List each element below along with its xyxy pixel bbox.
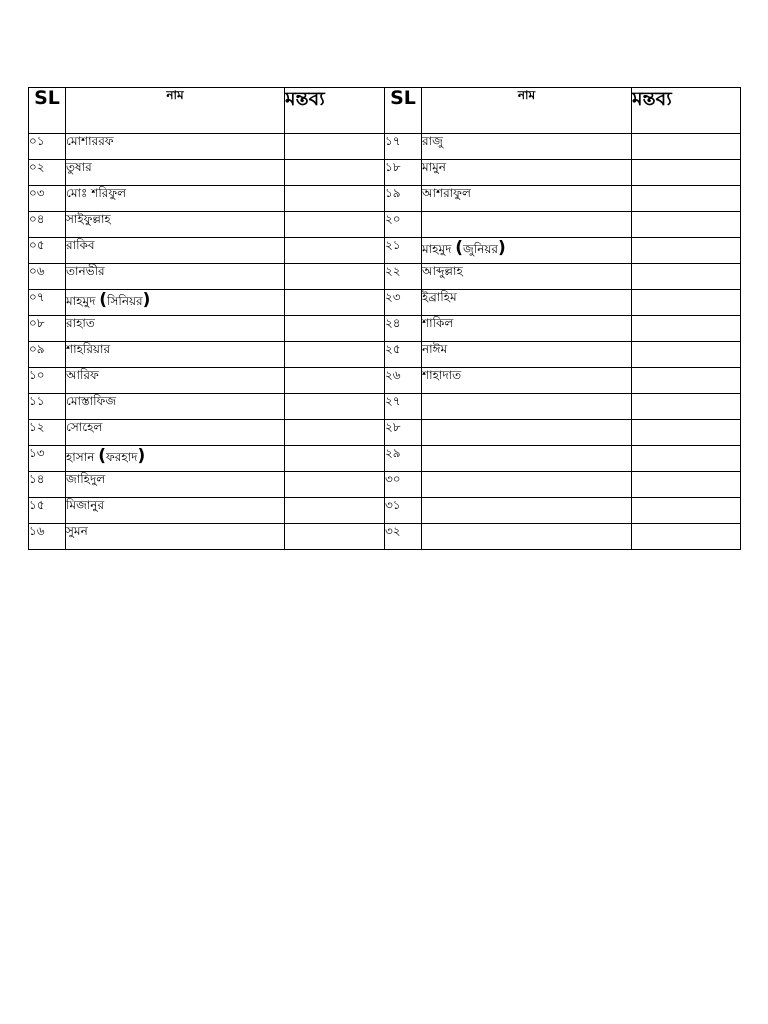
left-remark-cell <box>285 498 385 524</box>
right-name-text: মাহমুদ <box>422 242 452 256</box>
right-name-cell <box>422 316 632 342</box>
table-body <box>29 134 741 550</box>
table-row <box>29 238 741 264</box>
right-name-cell <box>422 446 632 472</box>
right-remark-cell <box>632 290 741 316</box>
left-name-cell <box>66 420 285 446</box>
left-name-cell <box>66 238 285 264</box>
left-name-text: জাহিদুল <box>66 472 106 486</box>
left-name-text: তানভীর <box>66 264 105 278</box>
left-name-cell <box>66 342 285 368</box>
left-name-text: মোঃ শরিফুল <box>66 186 127 200</box>
left-remark-cell <box>285 316 385 342</box>
left-sl-header: SL <box>29 88 66 134</box>
left-serial-cell: ০৩ <box>29 186 66 212</box>
left-name-text: হাসান <box>66 450 95 464</box>
right-name-cell <box>422 238 632 264</box>
left-name-cell <box>66 524 285 550</box>
left-serial-cell: ১৬ <box>29 524 66 550</box>
left-name-text: তুষার <box>66 160 92 174</box>
left-name-header: নাম <box>66 88 285 134</box>
left-name-text: সাইফুল্লাহ <box>66 212 111 226</box>
table-row <box>29 524 741 550</box>
left-remark-cell <box>285 238 385 264</box>
right-name-text: নাঈম <box>422 342 448 356</box>
table-row <box>29 472 741 498</box>
table-row <box>29 212 741 238</box>
right-name-qualifier: জুনিয়র <box>463 242 499 256</box>
right-serial-cell: ২০ <box>385 212 422 238</box>
right-name-text: শাকিল <box>422 316 454 330</box>
right-remark-cell <box>632 264 741 290</box>
table-row <box>29 290 741 316</box>
right-name-cell <box>422 472 632 498</box>
right-remark-cell <box>632 498 741 524</box>
left-remark-cell <box>285 212 385 238</box>
left-serial-cell: ১০ <box>29 368 66 394</box>
left-remark-cell <box>285 186 385 212</box>
right-serial-cell: ২৫ <box>385 342 422 368</box>
right-serial-cell: ২৩ <box>385 290 422 316</box>
left-name-qualifier: সিনিয়র <box>107 294 143 308</box>
left-serial-cell: ০২ <box>29 160 66 186</box>
right-remark-cell <box>632 342 741 368</box>
left-serial-cell: ০৯ <box>29 342 66 368</box>
left-name-cell <box>66 134 285 160</box>
right-remark-cell <box>632 212 741 238</box>
left-remark-cell <box>285 160 385 186</box>
right-remark-cell <box>632 524 741 550</box>
right-serial-cell: ২৬ <box>385 368 422 394</box>
left-name-cell <box>66 472 285 498</box>
right-serial-cell: ২৪ <box>385 316 422 342</box>
right-name-text: আব্দুল্লাহ <box>422 264 463 278</box>
right-serial-cell: ২৮ <box>385 420 422 446</box>
left-name-text: মিজানুর <box>66 498 105 512</box>
table-row <box>29 160 741 186</box>
left-serial-cell: ০৮ <box>29 316 66 342</box>
left-remark-header: মন্তব্য <box>285 88 385 134</box>
right-serial-cell: ২৯ <box>385 446 422 472</box>
left-name-cell <box>66 212 285 238</box>
right-name-cell <box>422 524 632 550</box>
left-serial-cell: ০৫ <box>29 238 66 264</box>
table-row <box>29 316 741 342</box>
right-remark-cell <box>632 420 741 446</box>
right-remark-header: মন্তব্য <box>632 88 741 134</box>
left-name-text: রাকিব <box>66 238 95 252</box>
right-remark-cell <box>632 160 741 186</box>
left-name-cell <box>66 394 285 420</box>
left-name-text: সোহেল <box>66 420 103 434</box>
left-name-cell <box>66 160 285 186</box>
right-serial-cell: ২২ <box>385 264 422 290</box>
close-paren: ) <box>137 446 146 466</box>
right-serial-cell: ২৭ <box>385 394 422 420</box>
right-name-cell <box>422 498 632 524</box>
left-name-text: মাহমুদ <box>66 294 96 308</box>
left-serial-cell: ০৬ <box>29 264 66 290</box>
left-name-cell <box>66 290 285 316</box>
right-serial-cell: ২১ <box>385 238 422 264</box>
table-row <box>29 134 741 160</box>
table-row <box>29 420 741 446</box>
right-name-cell <box>422 212 632 238</box>
left-serial-cell: ১৫ <box>29 498 66 524</box>
left-name-qualifier: ফরহাদ <box>105 450 138 464</box>
close-paren: ) <box>142 290 151 310</box>
open-paren: ( <box>455 238 464 258</box>
right-remark-cell <box>632 394 741 420</box>
left-remark-cell <box>285 524 385 550</box>
table-row <box>29 498 741 524</box>
right-name-text: রাজু <box>422 134 443 148</box>
left-name-cell <box>66 446 285 472</box>
right-remark-cell <box>632 238 741 264</box>
right-name-text: মামুন <box>422 160 446 174</box>
left-remark-cell <box>285 446 385 472</box>
left-remark-cell <box>285 134 385 160</box>
left-name-text: শাহরিয়ার <box>66 342 111 356</box>
right-name-header: নাম <box>422 88 632 134</box>
left-serial-cell: ১৪ <box>29 472 66 498</box>
left-name-cell <box>66 186 285 212</box>
right-remark-cell <box>632 134 741 160</box>
table-row <box>29 446 741 472</box>
left-name-cell <box>66 498 285 524</box>
right-name-text: আশরাফুল <box>422 186 471 200</box>
right-name-cell <box>422 394 632 420</box>
table-row <box>29 342 741 368</box>
table-header-row <box>29 88 741 134</box>
right-name-cell <box>422 264 632 290</box>
right-name-cell <box>422 368 632 394</box>
left-name-text: সুমন <box>66 524 88 538</box>
right-serial-cell: ৩২ <box>385 524 422 550</box>
right-sl-header: SL <box>385 88 422 134</box>
right-remark-cell <box>632 186 741 212</box>
left-remark-cell <box>285 264 385 290</box>
left-name-cell <box>66 368 285 394</box>
table-row <box>29 264 741 290</box>
right-name-cell <box>422 186 632 212</box>
right-serial-cell: ১৯ <box>385 186 422 212</box>
left-name-cell <box>66 264 285 290</box>
right-name-text: ইব্রাহিম <box>422 290 457 304</box>
left-serial-cell: ০৪ <box>29 212 66 238</box>
right-name-cell <box>422 134 632 160</box>
right-remark-cell <box>632 446 741 472</box>
left-remark-cell <box>285 342 385 368</box>
left-remark-cell <box>285 420 385 446</box>
left-name-text: মোশাররফ <box>66 134 114 148</box>
table-row <box>29 186 741 212</box>
right-remark-cell <box>632 368 741 394</box>
right-serial-cell: ৩১ <box>385 498 422 524</box>
left-name-text: মোস্তাফিজ <box>66 394 117 408</box>
table-row <box>29 368 741 394</box>
right-name-cell <box>422 160 632 186</box>
right-name-cell <box>422 290 632 316</box>
left-name-text: আরিফ <box>66 368 99 382</box>
right-serial-cell: ১৭ <box>385 134 422 160</box>
left-serial-cell: ১২ <box>29 420 66 446</box>
open-paren: ( <box>99 290 108 310</box>
right-serial-cell: ১৮ <box>385 160 422 186</box>
left-remark-cell <box>285 472 385 498</box>
right-remark-cell <box>632 316 741 342</box>
left-name-cell <box>66 316 285 342</box>
right-name-text: শাহাদাত <box>422 368 462 382</box>
right-remark-cell <box>632 472 741 498</box>
left-serial-cell: ০৭ <box>29 290 66 316</box>
left-name-text: রাহাত <box>66 316 95 330</box>
left-serial-cell: ০১ <box>29 134 66 160</box>
left-serial-cell: ১১ <box>29 394 66 420</box>
right-name-cell <box>422 342 632 368</box>
left-remark-cell <box>285 290 385 316</box>
table-row <box>29 394 741 420</box>
attendance-table <box>28 87 741 550</box>
left-remark-cell <box>285 368 385 394</box>
open-paren: ( <box>98 446 106 466</box>
right-name-cell <box>422 420 632 446</box>
left-remark-cell <box>285 394 385 420</box>
left-serial-cell: ১৩ <box>29 446 66 472</box>
right-serial-cell: ৩০ <box>385 472 422 498</box>
close-paren: ) <box>498 238 506 258</box>
